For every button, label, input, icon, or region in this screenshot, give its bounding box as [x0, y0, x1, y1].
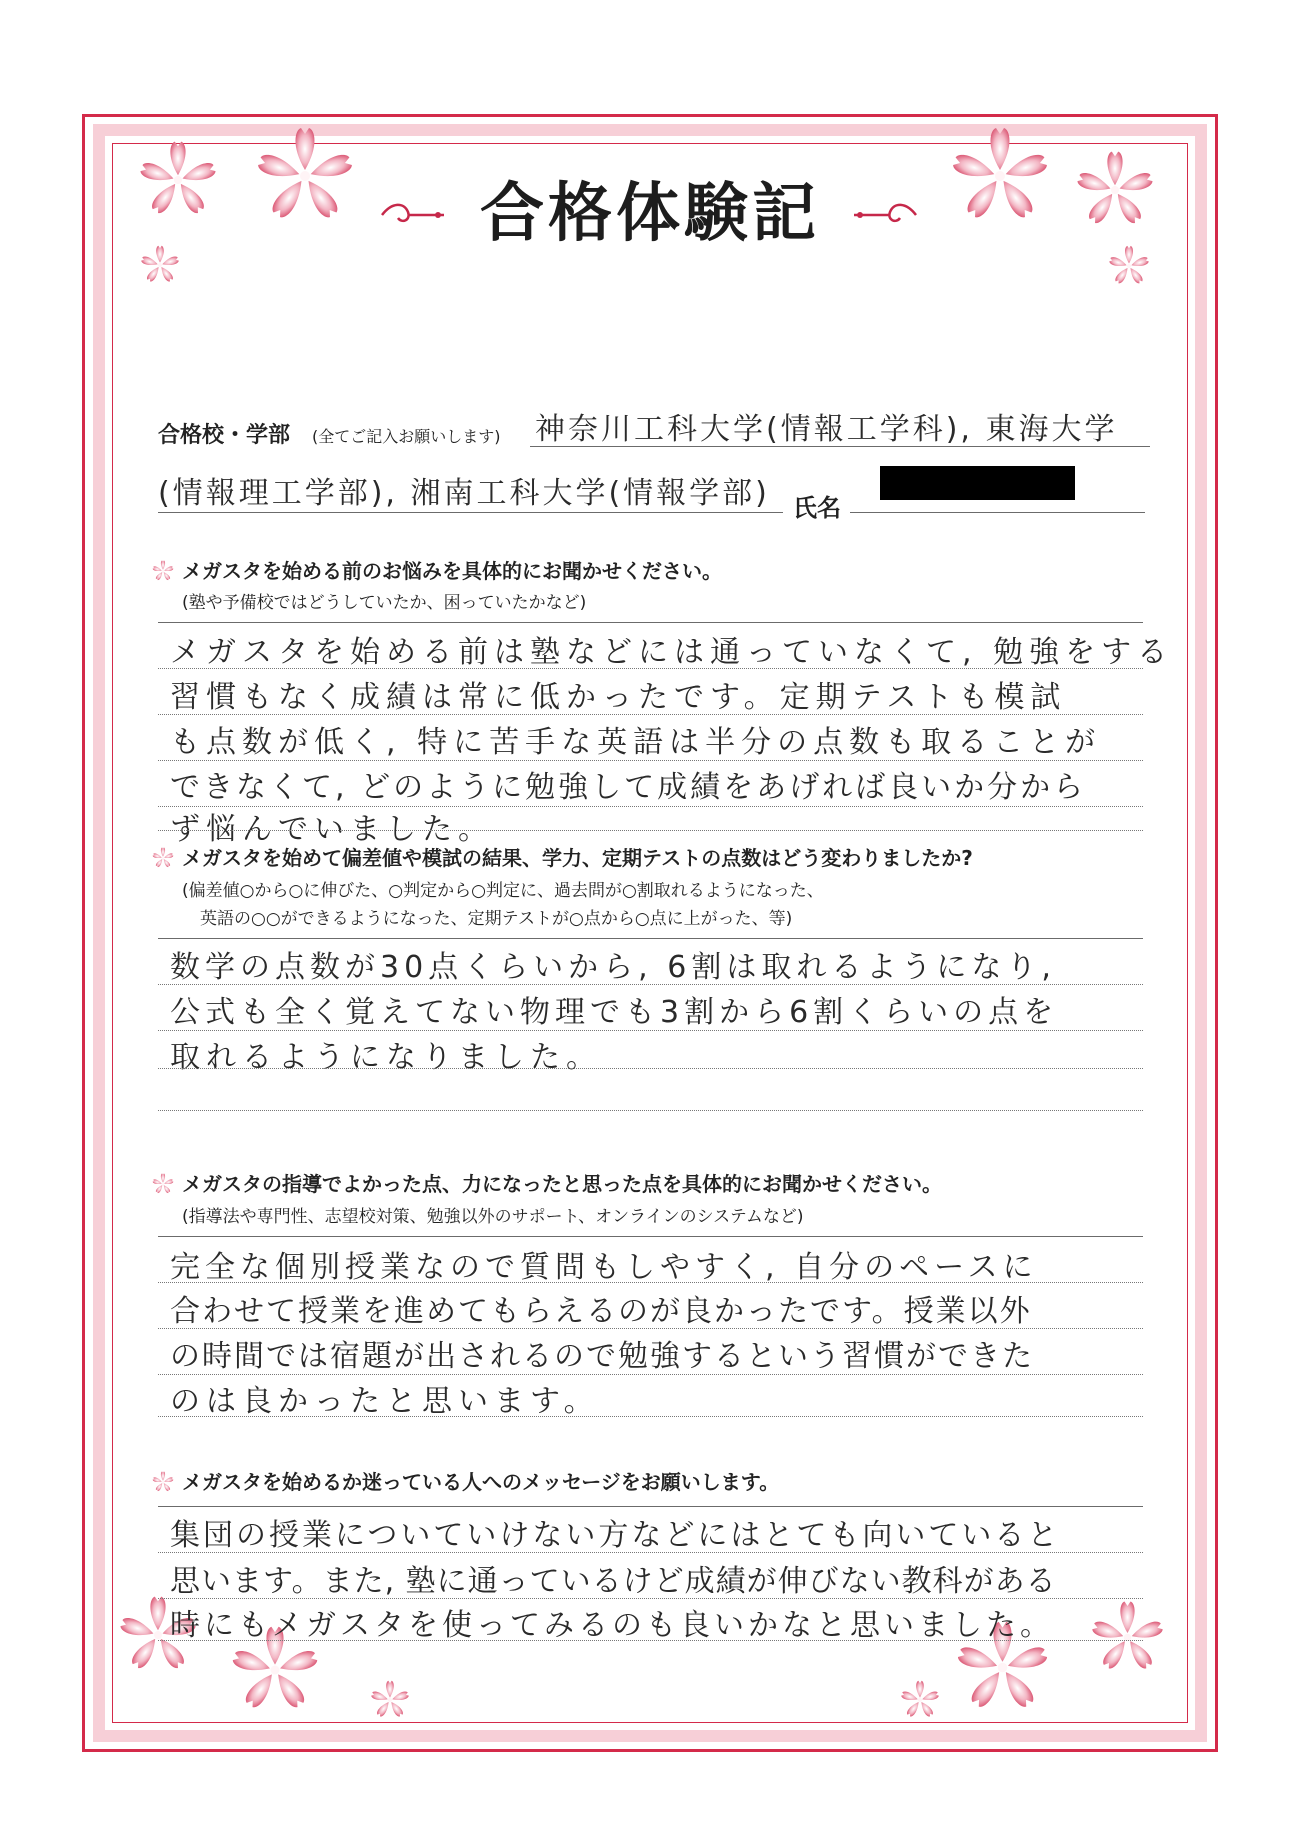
flourish-ornament	[852, 200, 920, 230]
school-note: (全てご記入お願いします)	[312, 427, 501, 446]
answer-3-line-3: の時間では宿題が出されるので勉強するという習慣ができた	[170, 1339, 1034, 1374]
cherry-blossom-icon	[138, 140, 218, 220]
question-2-note-1: (偏差値○から○に伸びた、○判定から○判定に、過去問が○割取れるようになった、	[182, 881, 824, 901]
answer-line	[158, 1552, 1143, 1553]
school-underline	[158, 512, 783, 513]
answer-1-line-3: も点数が低く, 特に苦手な英語は半分の点数も取ることが	[170, 725, 1102, 760]
cherry-blossom-icon	[1090, 1600, 1165, 1675]
answer-line	[158, 668, 1143, 669]
answer-line	[158, 760, 1143, 761]
answer-line	[158, 1506, 1143, 1507]
answer-3-line-1: 完全な個別授業なので質問もしやすく, 自分のペースに	[170, 1250, 1038, 1285]
school-answer-line-2: (情報理工学部), 湘南工科大学(情報学部)	[158, 476, 770, 511]
cherry-blossom-icon	[900, 1680, 940, 1720]
cherry-blossom-icon	[152, 1471, 174, 1493]
answer-3-line-4: のは良かったと思います。	[170, 1384, 600, 1419]
answer-4-line-2: 思います。また, 塾に通っているけど成績が伸びない教科がある	[170, 1564, 1057, 1599]
answer-2-line-2: 公式も全く覚えてない物理でも3割から6割くらいの点を	[170, 995, 1059, 1030]
cherry-blossom-icon	[152, 847, 174, 869]
question-1-note: (塾や予備校ではどうしていたか、困っていたかなど)	[182, 593, 587, 613]
answer-4-line-1: 集団の授業についていけない方などにはとても向いていると	[170, 1518, 1061, 1553]
school-label: 合格校・学部	[158, 423, 291, 448]
answer-line	[158, 1236, 1143, 1237]
answer-line	[158, 984, 1143, 985]
answer-line	[158, 1328, 1143, 1329]
name-label: 氏名	[793, 494, 841, 522]
cherry-blossom-icon	[152, 1173, 174, 1195]
answer-1-line-2: 習慣もなく成績は常に低かったです。定期テストも模試	[170, 680, 1067, 715]
answer-line	[158, 1374, 1143, 1375]
answer-line	[158, 1640, 1143, 1641]
answer-1-line-1: メガスタを始める前は塾などには通っていなくて, 勉強をする	[170, 635, 1174, 670]
cherry-blossom-icon	[950, 126, 1050, 226]
question-4: メガスタを始めるか迷っている人へのメッセージをお願いします。	[152, 1466, 779, 1495]
answer-line	[158, 1416, 1143, 1417]
name-underline	[850, 512, 1145, 513]
answer-line	[158, 714, 1143, 715]
answer-1-line-4: できなくて, どのように勉強して成績をあげれば良いか分から	[170, 770, 1087, 805]
cherry-blossom-icon	[255, 126, 355, 226]
answer-line	[158, 1110, 1143, 1111]
page-title: 合格体験記	[480, 176, 820, 251]
cherry-blossom-icon	[370, 1680, 410, 1720]
question-1: メガスタを始める前のお悩みを具体的にお聞かせください。	[152, 555, 722, 584]
answer-4-line-3: 時にもメガスタを使ってみるのも良いかなと思いました。	[170, 1608, 1054, 1643]
answer-2-line-1: 数学の点数が30点くらいから, 6割は取れるようになり,	[170, 950, 1056, 985]
answer-3-line-2: 合わせて授業を進めてもらえるのが良かったです。授業以外	[170, 1294, 1032, 1329]
school-underline	[530, 446, 1150, 447]
answer-line	[158, 1030, 1143, 1031]
cherry-blossom-icon	[1075, 150, 1155, 230]
cherry-blossom-icon	[140, 245, 180, 285]
question-2-note-2: 英語の○○ができるようになった、定期テストが○点から○点に上がった、等)	[200, 909, 793, 929]
answer-line	[158, 1068, 1143, 1069]
answer-line	[158, 938, 1143, 939]
question-3: メガスタの指導でよかった点、力になったと思った点を具体的にお聞かせください。	[152, 1168, 942, 1197]
answer-line	[158, 830, 1143, 831]
answer-1-line-5: ず悩んでいました。	[170, 812, 494, 847]
question-2: メガスタを始めて偏差値や模試の結果、学力、定期テストの点数はどう変わりましたか?	[152, 842, 973, 871]
answer-line	[158, 1598, 1143, 1599]
answer-line	[158, 1282, 1143, 1283]
school-answer-line-1: 神奈川工科大学(情報工学科), 東海大学	[535, 412, 1118, 447]
cherry-blossom-icon	[1108, 245, 1150, 287]
flourish-ornament	[378, 200, 446, 230]
answer-2-line-3: 取れるようになりました。	[170, 1040, 602, 1075]
answer-line	[158, 622, 1143, 623]
question-3-note: (指導法や専門性、志望校対策、勉強以外のサポート、オンラインのシステムなど)	[182, 1207, 804, 1227]
cherry-blossom-icon	[152, 560, 174, 582]
name-redaction	[880, 466, 1075, 500]
